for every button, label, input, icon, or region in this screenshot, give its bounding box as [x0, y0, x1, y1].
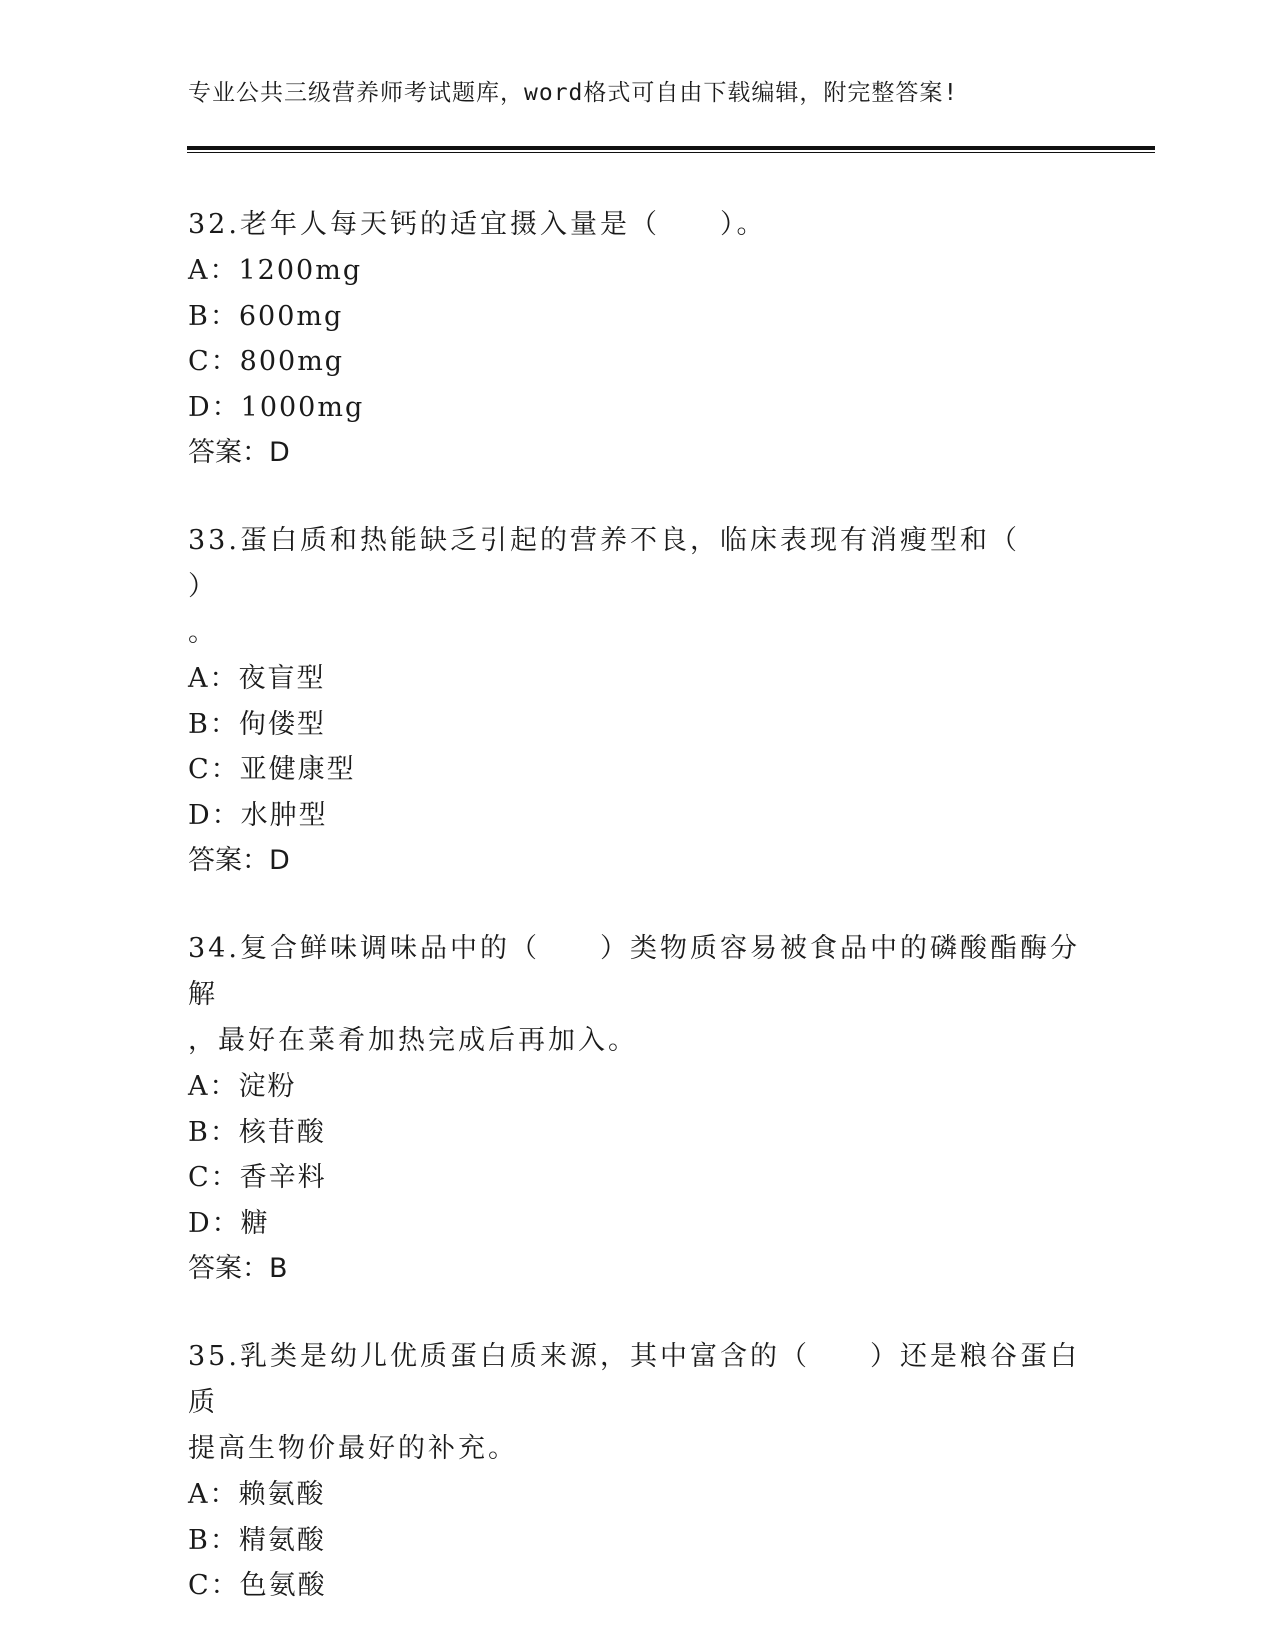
question-stem-continued: 。	[188, 617, 218, 648]
question-stem: 33.蛋白质和热能缺乏引起的营养不良，临床表现有消瘦型和（ ）	[188, 525, 1080, 602]
option-a: A：淀粉	[188, 1071, 297, 1102]
question-stem-continued: ，最好在菜肴加热完成后再加入。	[188, 1025, 638, 1056]
option-b: B：精氨酸	[188, 1524, 326, 1556]
option-b: B：600mg	[188, 300, 344, 332]
question-stem: 34.复合鲜味调味品中的（ ）类物质容易被食品中的磷酸酯酶分解	[188, 933, 1080, 1010]
option-b: B：核苷酸	[188, 1116, 326, 1148]
question-stem: 32.老年人每天钙的适宜摄入量是（ ）。	[188, 209, 767, 240]
question-34	[188, 926, 1088, 1292]
option-c: C：亚健康型	[188, 754, 356, 785]
option-a: A：1200mg	[188, 255, 363, 286]
option-d: D：水肿型	[188, 799, 328, 831]
page-header: 专业公共三级营养师考试题库，word格式可自由下载编辑，附完整答案!	[188, 80, 959, 106]
header-rule	[187, 146, 1155, 150]
question-32	[188, 202, 1088, 476]
option-c: C：800mg	[188, 346, 345, 377]
option-c: C：色氨酸	[188, 1570, 327, 1601]
question-list	[188, 202, 1088, 1651]
option-d: D：糖	[188, 1207, 270, 1239]
option-a: A：赖氨酸	[188, 1479, 326, 1510]
question-stem-continued: 提高生物价最好的补充。	[188, 1433, 518, 1464]
option-c: C：香辛料	[188, 1162, 327, 1193]
answer-line: 答案：D	[188, 845, 290, 876]
option-d: D：1000mg	[188, 391, 365, 423]
option-a: A：夜盲型	[188, 663, 326, 694]
question-35	[188, 1334, 1088, 1609]
answer-line: 答案：D	[188, 437, 290, 468]
answer-line: 答案：B	[188, 1253, 288, 1284]
option-b: B：佝偻型	[188, 708, 326, 740]
question-33	[188, 518, 1088, 884]
question-stem: 35.乳类是幼儿优质蛋白质来源，其中富含的（ ）还是粮谷蛋白质	[188, 1341, 1080, 1418]
header-rule-thin	[187, 152, 1155, 153]
